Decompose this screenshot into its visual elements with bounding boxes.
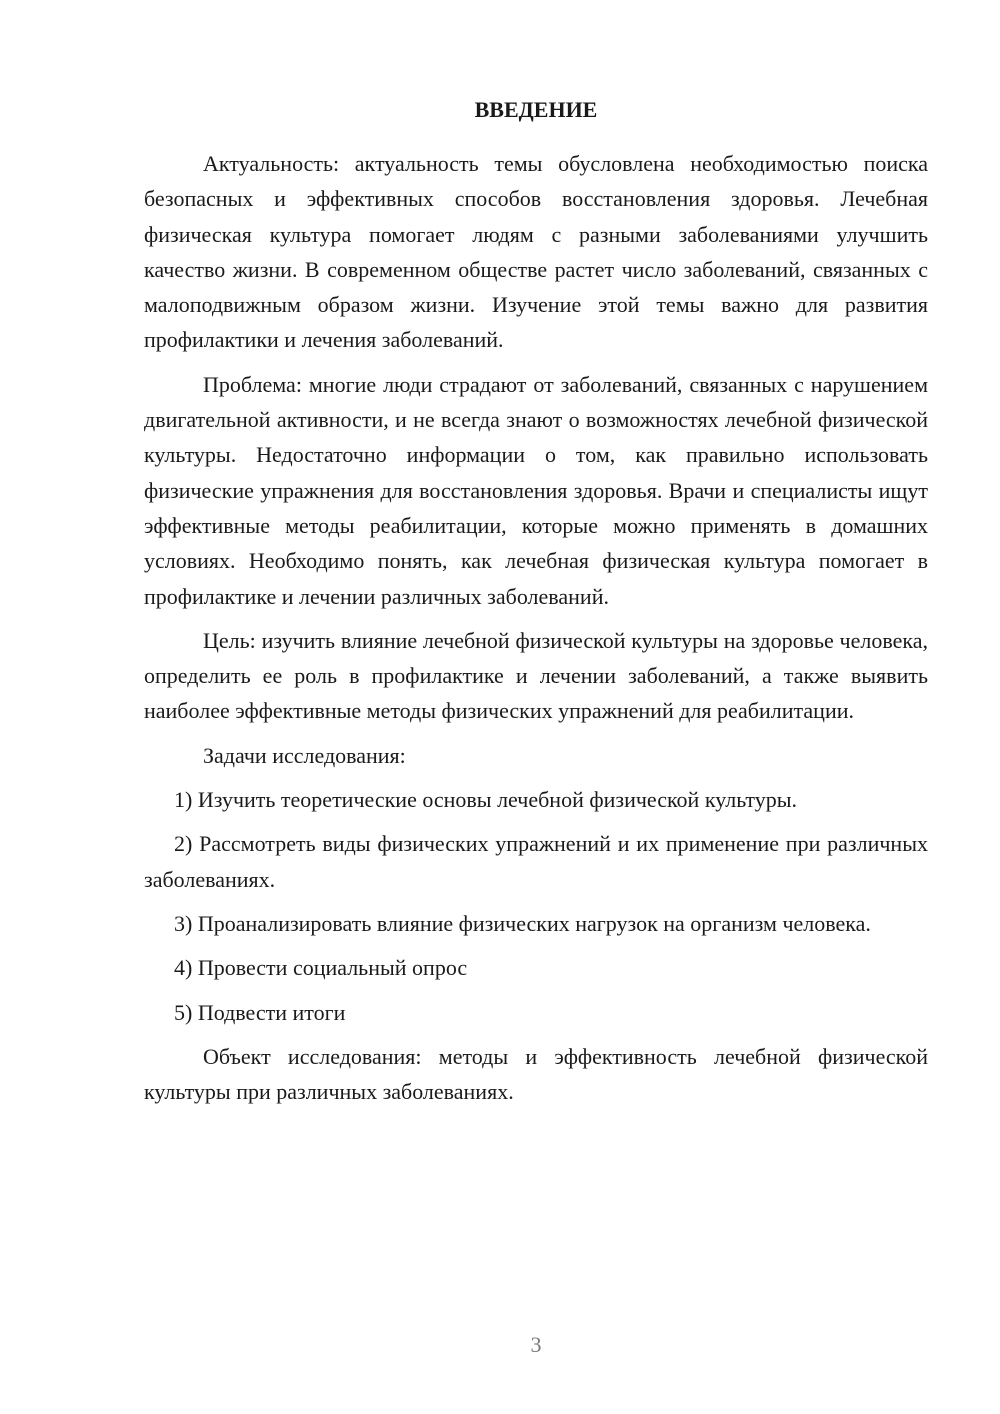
task-item: 3) Проанализировать влияние физических нагрузок на организм человека. xyxy=(174,910,871,936)
relevance-paragraph: Актуальность: актуальность темы обусловлена необходимостью поиска безопасных и эффективных способов восстановления здоровья. Лечебная физическая культура помогает людям с разными заболеваниями улучшить качество жизни. В современном обществе растет число заболеваний, связанных с малоподвижным образом жизни. Изучение этой темы важно для развития профилактики и лечения заболеваний. xyxy=(144,151,928,353)
task-item: 5) Подвести итоги xyxy=(174,999,346,1025)
document-page xyxy=(144,92,928,1118)
goal-paragraph: Цель: изучить влияние лечебной физической культуры на здоровье человека, определить ее роль в профилактике и лечении заболеваний, а также выявить наиболее эффективные методы физических упражнений для реабилитации. xyxy=(144,627,928,724)
object-paragraph: Объект исследования: методы и эффективность лечебной физической культуры при различных заболеваниях. xyxy=(144,1043,928,1105)
task-item: 1) Изучить теоретические основы лечебной физической культуры. xyxy=(174,787,798,813)
task-item: 4) Провести социальный опрос xyxy=(174,955,468,981)
task-item: 2) Рассмотреть виды физических упражнений и их применение при различных заболеваниях. xyxy=(144,831,928,892)
problem-paragraph: Проблема: многие люди страдают от заболеваний, связанных с нарушением двигательной активности, и не всегда знают о возможностях лечебной физической культуры. Недостаточно информации о том, как правильно использовать физические упражнения для восстановления здоровья. Врачи и специалисты ищут эффективные методы реабилитации, которые можно применять в домашних условиях. Необходимо понять, как лечебная физическая культура помогает в профилактике и лечении различных заболеваний. xyxy=(144,371,928,609)
page-number: 3 xyxy=(530,1332,542,1357)
tasks-heading: Задачи исследования: xyxy=(203,742,406,768)
page-title: ВВЕДЕНИЕ xyxy=(474,97,598,122)
